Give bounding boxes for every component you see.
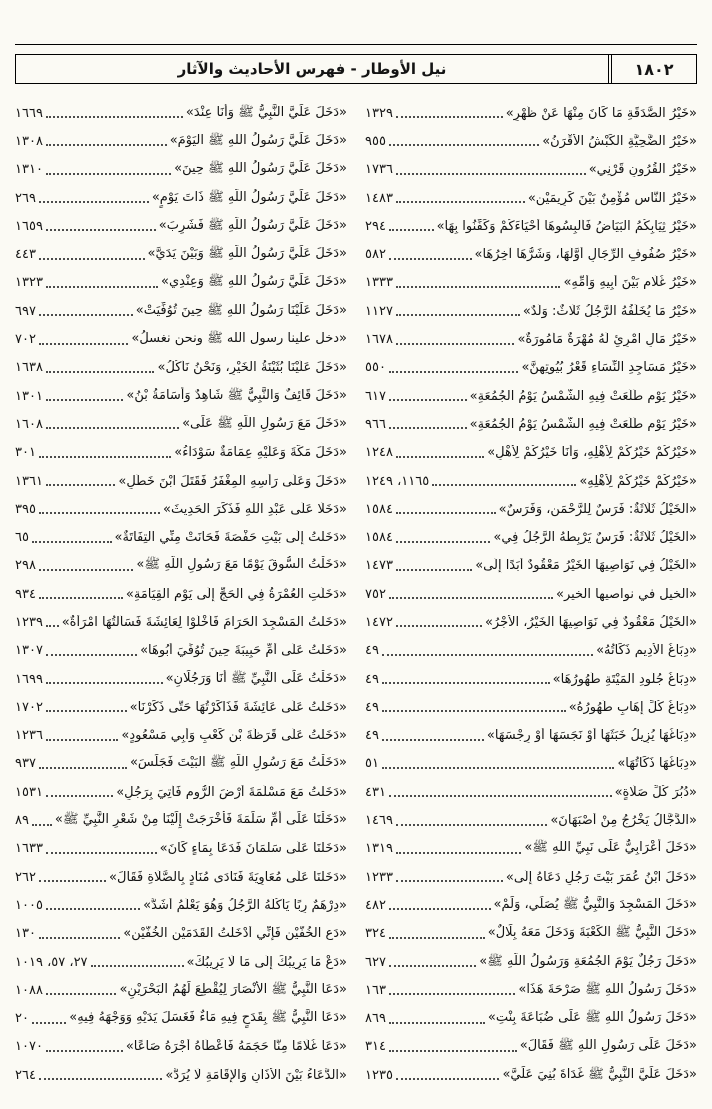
dot-leader xyxy=(39,1078,162,1080)
entry-page-number: ٧٠٢ xyxy=(15,332,36,348)
index-entry xyxy=(15,495,347,523)
entry-text: «دَخَلَ مَعَ رَسُولِ اللَّهِ ﷺ عَلَى» xyxy=(182,415,347,431)
index-entry xyxy=(15,297,347,325)
index-entry xyxy=(365,750,697,778)
entry-text: «دَخَلَ عَلَيَّ رَسُولُ اللَّهِ ﷺ فَشَرِبَ» xyxy=(158,217,347,233)
dot-leader xyxy=(32,1022,66,1024)
dot-leader xyxy=(46,116,183,118)
dot-leader xyxy=(39,937,120,939)
entry-page-number: ١٦٣٨ xyxy=(15,360,43,376)
entry-text: «دِبَاغُهَا يُزِيلُ خَبَثَهَا أَوْ نَجَسَهَا أَوْ رِجْسَهَا» xyxy=(486,728,697,744)
entry-text: «دَخَلَ عَلَيَّ النَّبِيُّ ﷺ وَأَنَا عِنْدَ» xyxy=(185,104,347,120)
index-entry xyxy=(365,467,697,495)
entry-page-number: ١٣١٠ xyxy=(15,162,43,178)
entry-text: «دَخَلْتُ عَلَى عَائِشَةَ فَذَاكَرْتُهَا حَتَّى ذَكَرْنَا» xyxy=(129,699,347,715)
entry-text: «خَيْرُ مَالِ امْرِئٍ لَهُ مُهْرَةٌ مَأْمُورَةٌ» xyxy=(517,332,697,348)
entry-page-number: ١٢٣٥ xyxy=(365,1067,393,1083)
index-entry xyxy=(365,778,697,806)
index-entry xyxy=(365,156,697,184)
entry-page-number: ١٦٩٩ xyxy=(15,671,43,687)
index-entry xyxy=(365,920,697,948)
entry-page-number: ١٣٢٣ xyxy=(15,275,43,291)
dot-leader xyxy=(396,852,521,854)
dot-leader xyxy=(396,314,520,316)
index-entry xyxy=(15,410,347,438)
dot-leader xyxy=(39,880,106,882)
entry-page-number: ١١٦٥، ١٢٤٩ xyxy=(365,473,430,489)
entry-page-number: ٥٥٠ xyxy=(365,360,386,376)
index-entry xyxy=(15,269,347,297)
index-entry xyxy=(365,354,697,382)
index-entry xyxy=(365,212,697,240)
index-entry xyxy=(365,240,697,268)
entry-page-number: ٢٠ xyxy=(15,1011,29,1027)
entry-text: «خَيْرُ غُلَامٍ بَيْنَ أَبِيهِ وَأُمِّهِ» xyxy=(563,275,697,291)
index-entry xyxy=(365,523,697,551)
index-entry xyxy=(15,212,347,240)
dot-leader xyxy=(46,144,167,146)
index-entry xyxy=(365,863,697,891)
dot-leader xyxy=(46,993,117,995)
dot-leader xyxy=(46,654,137,656)
dot-leader xyxy=(396,541,490,543)
entry-page-number: ١٧٣٦ xyxy=(365,162,393,178)
index-entry xyxy=(365,439,697,467)
index-entry xyxy=(15,1005,347,1033)
entry-text: «الخَيْلُ ثَلَاثَةٌ: فَرَسٌ لِلرَّحْمَنِ، وَفَرَسٌ» xyxy=(498,501,697,517)
entry-page-number: ١٤٧٣ xyxy=(365,558,393,574)
index-entry xyxy=(15,778,347,806)
entry-text: «الخَيْلُ فِي نَوَاصِيهَا الخَيْرُ مَعْقُودٌ أَبَدًا إِلَى» xyxy=(475,558,697,574)
entry-text: «الخيل في نواصيها الخير» xyxy=(555,586,697,602)
entry-text: «دَخَلَ عَلَيَّ رَسُولُ اللهِ ﷺ وَعِنْدِي» xyxy=(161,274,347,290)
entry-text: «دَخَلَ النَّبِيُّ ﷺ الكَعْبَةَ وَدَخَلَ مَعَهُ بِلَالٌ» xyxy=(487,925,697,941)
entry-text: «دَخَلَ مَكَّةَ وَعَلَيْهِ عِمَامَةٌ سَوْدَاءُ» xyxy=(174,445,347,461)
entry-page-number: ٢٩٤ xyxy=(365,218,386,234)
entry-text: «دَخَلَ ابْنُ عُمَرَ بَيْتَ رَجُلٍ دَعَاهُ إِلَى» xyxy=(505,869,697,885)
dot-leader xyxy=(39,512,160,514)
entry-page-number: ١٤٧٢ xyxy=(365,614,393,630)
dot-leader xyxy=(382,654,593,656)
entry-text: «خَيْرُ يَوْمٍ طَلَعَتْ فِيهِ الشَّمْسُ يَوْمُ الجُمُعَةِ» xyxy=(469,388,697,404)
index-entry xyxy=(15,665,347,693)
entry-text: «الخَيْلُ ثَلَاثَةٌ: فَرَسٌ يَرْبِطُهُ الرَّجُلُ فِي» xyxy=(493,530,697,546)
entry-page-number: ٩٥٥ xyxy=(365,133,386,149)
index-entry xyxy=(15,835,347,863)
index-entry xyxy=(365,410,697,438)
index-entry xyxy=(15,552,347,580)
dot-leader xyxy=(39,456,171,458)
entry-text: «دَخَلَتِ العُمْرَةُ فِي الحَجِّ إِلَى يَوْمِ القِيَامَةِ» xyxy=(125,586,347,602)
dot-leader xyxy=(396,880,503,882)
dot-leader xyxy=(389,1022,485,1024)
dot-leader xyxy=(396,512,496,514)
entry-text: «دَخَلَ وَعَلَى رَأْسِهِ المِغْفَرُ فَقَتَلَ ابْنَ خَطَلٍ» xyxy=(118,473,347,489)
dot-leader xyxy=(396,456,484,458)
index-entry xyxy=(365,693,697,721)
index-entry xyxy=(365,99,697,127)
entry-page-number: ٤٩ xyxy=(365,671,379,687)
index-entry xyxy=(15,523,347,551)
entry-text: «دِرْهَمٌ رِبًا يَأْكُلُهُ الرَّجُلُ وَهُوَ يَعْلَمُ أَشَدُّ» xyxy=(143,897,347,913)
index-entry xyxy=(15,1061,347,1089)
entry-text: «دَخَلَ عَلَيْنَا بُثَيْنَةُ الخَيْرِ، وَنَحْنُ نَأْكُلُ» xyxy=(157,360,347,376)
index-entry xyxy=(15,863,347,891)
entry-text: «دَخَلَ رَسُولُ اللهِ ﷺ عَلَى ضُبَاعَةَ بِنْتِ» xyxy=(487,1010,697,1026)
dot-leader xyxy=(396,343,515,345)
entry-text: «دَخَلَ عَلَيَّ النَّبِيُّ ﷺ غَدَاةَ بُنِيَ عَلَيَّ» xyxy=(502,1066,697,1082)
index-entry xyxy=(365,948,697,976)
dot-leader xyxy=(396,173,586,175)
dot-leader xyxy=(382,767,614,769)
entry-page-number: ٤٨٢ xyxy=(365,897,386,913)
dot-leader xyxy=(91,965,184,967)
entry-page-number: ٢٩٨ xyxy=(15,558,36,574)
dot-leader xyxy=(46,484,115,486)
index-entry xyxy=(15,1033,347,1061)
dot-leader xyxy=(46,1050,123,1052)
index-entry xyxy=(15,156,347,184)
entry-page-number: ٤٤٣ xyxy=(15,247,36,263)
entry-text: «خَيْرُ الضَّحِيَّةِ الكَبْشُ الأَقْرَنُ» xyxy=(542,133,697,149)
entry-page-number: ٥١ xyxy=(365,756,379,772)
entry-page-number: ٣٩٥ xyxy=(15,501,36,517)
index-columns xyxy=(15,99,697,1089)
entry-text: «دَخَلْتُ عَلَى قَرَظَةَ بْنِ كَعْبٍ وَأَبِي مَسْعُودٍ» xyxy=(121,728,347,744)
index-entry xyxy=(365,580,697,608)
entry-page-number: ١٠٠٥ xyxy=(15,897,43,913)
dot-leader xyxy=(39,201,149,203)
dot-leader xyxy=(389,937,485,939)
header-top-rule xyxy=(15,44,697,54)
entry-page-number: ٨٦٩ xyxy=(365,1011,386,1027)
entry-text: «خَيْرُ القُرُونِ قَرْنِي» xyxy=(588,162,697,178)
entry-text: «دَخَلْنَا عَلَى مُعَاوِيَةَ فَنَادَى مُنَادٍ بِالصَّلَاةِ فَقَالَ» xyxy=(109,869,347,885)
index-entry xyxy=(15,637,347,665)
entry-text: «خَيْرُ النَّاسِ مُؤْمِنٌ بَيْنَ كَرِيمَيْنِ» xyxy=(527,190,697,206)
index-entry xyxy=(365,637,697,665)
entry-text: «خَيْرُ مَسَاجِدِ النِّسَاءِ قَعْرُ بُيُوتِهِنَّ» xyxy=(521,360,697,376)
dot-leader xyxy=(382,682,550,684)
book-title: نيل الأوطار - فهرس الأحاديث والآثار xyxy=(177,60,447,78)
entry-text: «دَعَا النَّبِيُّ ﷺ الأَنْصَارَ لِيُقْطِعَ لَهُمُ البَحْرَيْنِ» xyxy=(119,981,347,997)
entry-text: «خَيْرُ مَا يُخَلِّفُهُ الرَّجُلُ ثَلَاثٌ: وَلَدٌ» xyxy=(522,303,697,319)
entry-page-number: ١٣٣٣ xyxy=(365,275,393,291)
dot-leader xyxy=(396,201,525,203)
entry-page-number: ١٦٦٩ xyxy=(15,105,43,121)
dot-leader xyxy=(46,173,171,175)
column-right xyxy=(365,99,697,1089)
entry-text: «دِبَاغُ كُلِّ إِهَابٍ طَهُورُهُ» xyxy=(568,699,697,715)
dot-leader xyxy=(389,371,519,373)
entry-page-number: ٣٠١ xyxy=(15,445,36,461)
dot-leader xyxy=(46,852,157,854)
dot-leader xyxy=(32,824,52,826)
entry-page-number: ١٥٣١ xyxy=(15,784,43,800)
dot-leader xyxy=(46,710,127,712)
dot-leader xyxy=(389,144,539,146)
index-entry xyxy=(15,976,347,1004)
entry-text: «دَخَلَ المَسْجِدَ وَالنَّبِيُّ ﷺ يُصَلِّي، وَلَمْ» xyxy=(493,896,697,912)
dot-leader xyxy=(32,541,112,543)
dot-leader xyxy=(389,1050,517,1052)
entry-page-number: ٢٦٤ xyxy=(15,1067,36,1083)
dot-leader xyxy=(46,795,113,797)
entry-page-number: ١٣٠١ xyxy=(15,388,43,404)
dot-leader xyxy=(39,569,133,571)
entry-text: «دَخَلَ رَسُولُ اللهِ ﷺ صَرْحَةَ هَذَا» xyxy=(518,981,697,997)
entry-text: «دَخَلْتُ عَلَى أُمِّ حَبِيبَةَ حِينَ تُوُفِّيَ أَبُوهَا» xyxy=(140,643,347,659)
entry-page-number: ٣١٤ xyxy=(365,1039,386,1055)
entry-page-number: ٥٨٢ xyxy=(365,247,386,263)
dot-leader xyxy=(39,767,127,769)
index-entry xyxy=(365,495,697,523)
dot-leader xyxy=(396,116,503,118)
entry-page-number: ٨٩ xyxy=(15,813,29,829)
dot-leader xyxy=(382,739,484,741)
entry-text: «دخل علينا رسول الله ﷺ ونحن نغسلُ» xyxy=(131,331,347,347)
entry-text: «خَيْرُكُمْ خَيْرُكُمْ لِأَهْلِهِ، وَأَنَا خَيْرُكُمْ لِأَهْلِ» xyxy=(487,445,697,461)
index-entry xyxy=(15,439,347,467)
entry-page-number: ١٤٨٣ xyxy=(365,190,393,206)
entry-text: «دَعَا النَّبِيُّ ﷺ بِقَدَحٍ فِيهِ مَاءٌ فَغَسَلَ يَدَيْهِ وَوَجْهَهُ فِيهِ» xyxy=(69,1010,347,1026)
entry-text: «دِبَاغُهَا ذَكَاتُهَا» xyxy=(617,756,697,772)
entry-page-number: ١١٢٧ xyxy=(365,303,393,319)
index-entry xyxy=(365,806,697,834)
entry-page-number: ١٣٢٩ xyxy=(365,105,393,121)
entry-page-number: ١٣١٩ xyxy=(365,841,393,857)
dot-leader xyxy=(39,314,133,316)
index-entry xyxy=(15,806,347,834)
page-number: ١٨٠٢ xyxy=(608,55,696,83)
entry-text: «دَخَلَ رَجُلٌ يَوْمَ الجُمُعَةِ وَرَسُولُ اللَّهِ ﷺ» xyxy=(479,953,697,969)
dot-leader xyxy=(396,286,561,288)
entry-page-number: ٧٥٢ xyxy=(365,586,386,602)
dot-leader xyxy=(46,908,140,910)
index-entry xyxy=(365,1033,697,1061)
index-entry xyxy=(15,99,347,127)
entry-text: «دِبَاغُ جُلُودِ المَيْتَةِ طَهُورُهَا» xyxy=(552,671,697,687)
entry-page-number: ١٦٥٩ xyxy=(15,218,43,234)
dot-leader xyxy=(46,399,123,401)
dot-leader xyxy=(389,993,515,995)
dot-leader xyxy=(389,229,434,231)
dot-leader xyxy=(389,908,491,910)
entry-page-number: ١٢٣٩ xyxy=(15,614,43,630)
entry-text: «دَخَلْتُ عَلَى النَّبِيِّ ﷺ أَنَا وَرَجُلَانِ» xyxy=(165,670,347,686)
entry-text: «دَخَلَ عَلَيْنَا رَسُولُ اللهِ ﷺ حِينَ تُوُفِّيَتْ» xyxy=(135,302,347,318)
entry-page-number: ٦١٧ xyxy=(365,388,386,404)
index-entry xyxy=(365,269,697,297)
entry-page-number: ٤٩ xyxy=(365,699,379,715)
entry-page-number: ٩٣٧ xyxy=(15,756,36,772)
dot-leader xyxy=(46,682,163,684)
entry-text: «دِبَاغُ الأَدِيمِ ذَكَاتُهُ» xyxy=(596,643,697,659)
entry-text: «الدَّجَّالُ يَخْرُجُ مِنْ أَصْبَهَانَ» xyxy=(550,813,697,829)
index-entry xyxy=(365,891,697,919)
index-entry xyxy=(15,325,347,353)
index-entry xyxy=(15,750,347,778)
entry-page-number: ١٦٣ xyxy=(365,982,386,998)
dot-leader xyxy=(389,597,553,599)
entry-text: «دَخَلَ عَلَيَّ رَسُولُ اللَّهِ ﷺ ذَاتَ يَوْمٍ» xyxy=(151,189,347,205)
entry-page-number: ٩٣٤ xyxy=(15,586,36,602)
entry-text: «دَخَلَ عَلَيَّ رَسُولُ اللهِ ﷺ حِينَ» xyxy=(174,161,347,177)
index-entry xyxy=(15,354,347,382)
entry-text: «دَخَلْتُ مَعَ رَسُولِ اللَّهِ ﷺ البَيْتَ فَجَلَسَ» xyxy=(129,755,347,771)
index-entry xyxy=(365,382,697,410)
page-header xyxy=(15,54,697,84)
entry-page-number: ٤٩ xyxy=(365,728,379,744)
entry-page-number: ١٢٤٨ xyxy=(365,445,393,461)
index-entry xyxy=(15,127,347,155)
dot-leader xyxy=(389,965,476,967)
entry-page-number: ١٠٧٠ xyxy=(15,1039,43,1055)
entry-text: «دَخَلَ عَلَيَّ رَسُولُ اللهِ ﷺ اليَوْمَ» xyxy=(169,132,347,148)
index-entry xyxy=(15,948,347,976)
index-entry xyxy=(365,722,697,750)
dot-leader xyxy=(46,286,158,288)
entry-page-number: ٦٥ xyxy=(15,530,29,546)
index-entry xyxy=(365,297,697,325)
entry-page-number: ١٥٨٤ xyxy=(365,530,393,546)
entry-page-number: ١٣٠ xyxy=(15,926,36,942)
dot-leader xyxy=(396,824,547,826)
index-entry xyxy=(365,665,697,693)
index-entry xyxy=(365,976,697,1004)
entry-text: «دَعِ الخُفَّيْنِ فَإِنِّي أَدْخَلْتُ القَدَمَيْنِ الخُفَّيْنِ» xyxy=(123,926,347,942)
dot-leader xyxy=(46,371,155,373)
dot-leader xyxy=(46,739,118,741)
dot-leader xyxy=(39,597,123,599)
entry-page-number: ١٤٦٩ xyxy=(365,813,393,829)
index-entry xyxy=(15,608,347,636)
entry-page-number: ١٦٠٨ xyxy=(15,416,43,432)
entry-text: «دَخَلْتُ السُّوقَ يَوْمًا مَعَ رَسُولِ اللَّهِ ﷺ» xyxy=(136,557,347,573)
dot-leader xyxy=(46,625,59,627)
entry-page-number: ١٠٨٨ xyxy=(15,982,43,998)
entry-text: «الخَيْلُ مَعْقُودٌ فِي نَوَاصِيهَا الخَيْرُ، الأَجْرُ» xyxy=(484,614,697,630)
dot-leader xyxy=(396,625,482,627)
dot-leader xyxy=(389,399,467,401)
dot-leader xyxy=(46,229,156,231)
dot-leader xyxy=(39,343,128,345)
entry-page-number: ١٣٠٧ xyxy=(15,643,43,659)
entry-text: «خَيْرُكُمْ خَيْرُكُمْ لِأَهْلِهِ» xyxy=(579,473,697,489)
index-entry xyxy=(365,552,697,580)
entry-page-number: ١٣٠٨ xyxy=(15,133,43,149)
column-left xyxy=(15,99,347,1089)
entry-page-number: ١٧٠٢ xyxy=(15,699,43,715)
entry-page-number: ٢٦٩ xyxy=(15,190,36,206)
entry-text: «دَعَا غُلَامًا مِنَّا حَجَمَهُ فَأَعْطَاهُ أَجْرَهُ صَاعًا» xyxy=(125,1039,347,1055)
entry-text: «دَخَلْتُ مَعَ مَسْلَمَةَ أَرْضَ الرُّومِ فَأُتِيَ بِرَجُلٍ» xyxy=(116,784,347,800)
entry-text: «دَخَلَ عَلَيَّ رَسُولُ اللَّهِ ﷺ وَبَيْنَ يَدَيَّ» xyxy=(147,246,347,262)
entry-page-number: ١٢٣٦ xyxy=(15,728,43,744)
index-entry xyxy=(15,920,347,948)
entry-page-number: ١٥٨٤ xyxy=(365,501,393,517)
index-entry xyxy=(365,1005,697,1033)
index-entry xyxy=(365,1061,697,1089)
entry-page-number: ٢٦٢ xyxy=(15,869,36,885)
entry-text: «الدُّعَاءُ بَيْنَ الأَذَانِ وَالإِقَامَةِ لَا يُرَدُّ» xyxy=(165,1067,347,1083)
dot-leader xyxy=(389,795,612,797)
entry-page-number: ١٦٧٨ xyxy=(365,332,393,348)
entry-page-number: ٣٢٤ xyxy=(365,926,386,942)
index-entry xyxy=(15,382,347,410)
entry-text: «خَيْرُ صُفُوفِ الرِّجَالِ أَوَّلُهَا، وَشَرُّهَا آخِرُهَا» xyxy=(474,247,697,263)
entry-text: «دُبُرَ كُلِّ صَلَاةٍ» xyxy=(614,784,697,800)
entry-page-number: ٢٧، ٥٧، ١٠١٩ xyxy=(15,954,88,970)
entry-text: «دَخَلْتُ المَسْجِدَ الحَرَامَ فَأَخْلَوْا لِعَائِشَةَ فَسَأَلْتُهَا امْرَأَةٌ» xyxy=(61,614,347,630)
dot-leader xyxy=(389,427,467,429)
entry-page-number: ٦٢٧ xyxy=(365,954,386,970)
index-entry xyxy=(15,693,347,721)
entry-text: «خَيْرُ ثِيَابِكُمُ البَيَاضُ فَأَلْبِسُوهَا أَحْيَاءَكُمْ وَكَفِّنُوا بِهَا» xyxy=(436,218,697,234)
entry-page-number: ١٣٦١ xyxy=(15,473,43,489)
index-entry xyxy=(365,184,697,212)
index-entry xyxy=(365,608,697,636)
entry-text: «دَخَلْنَا عَلَى أُمِّ سَلَمَةَ فَأَخْرَجَتْ إِلَيْنَا مِنْ شَعْرِ النَّبِيِّ ﷺ» xyxy=(54,812,347,828)
dot-leader xyxy=(396,1078,500,1080)
entry-text: «دَخَلَ أَعْرَابِيٌّ عَلَى نَبِيِّ اللهِ ﷺ» xyxy=(524,840,697,856)
index-entry xyxy=(365,835,697,863)
entry-text: «خَيْرُ الصَّدَقَةِ مَا كَانَ مِنْهَا عَنْ ظَهْرٍ» xyxy=(505,105,697,121)
index-entry xyxy=(15,184,347,212)
entry-text: «دَخَلَا عَلَى عَبْدِ اللَّهِ فَذَكَرَ الحَدِيثَ» xyxy=(163,501,347,517)
index-entry xyxy=(15,891,347,919)
entry-page-number: ٩٦٦ xyxy=(365,416,386,432)
entry-page-number: ٤٣١ xyxy=(365,784,386,800)
entry-page-number: ١٦٣٣ xyxy=(15,841,43,857)
dot-leader xyxy=(396,569,472,571)
dot-leader xyxy=(389,258,472,260)
entry-text: «دَعْ مَا يَرِيبُكَ إِلَى مَا لَا يَرِيبُكَ» xyxy=(186,954,347,970)
dot-leader xyxy=(39,258,145,260)
dot-leader xyxy=(382,710,566,712)
index-entry xyxy=(15,467,347,495)
entry-page-number: ٤٩ xyxy=(365,643,379,659)
index-entry xyxy=(15,580,347,608)
entry-page-number: ١٢٣٣ xyxy=(365,869,393,885)
entry-text: «دَخَلْنَا عَلَى سَلْمَانَ فَدَعَا بِمَاءٍ كَانَ» xyxy=(159,841,347,857)
entry-text: «خَيْرُ يَوْمٍ طَلَعَتْ فِيهِ الشَّمْسُ يَوْمُ الجُمُعَةِ» xyxy=(469,416,697,432)
dot-leader xyxy=(46,427,179,429)
entry-page-number: ٦٩٧ xyxy=(15,303,36,319)
entry-text: «دَخَلَ قَائِفٌ وَالنَّبِيُّ ﷺ شَاهِدٌ وَأُسَامَةُ بْنُ» xyxy=(126,387,347,403)
index-entry xyxy=(365,127,697,155)
index-entry xyxy=(15,722,347,750)
index-entry xyxy=(15,240,347,268)
entry-text: «دَخَلْتُ إِلَى بَيْتِ حَفْصَةَ فَحَانَتْ مِنِّي التِفَاتَةٌ» xyxy=(114,530,347,546)
entry-text: «دَخَلَ عَلَى رَسُولِ اللهِ ﷺ فَقَالَ» xyxy=(519,1038,697,1054)
dot-leader xyxy=(432,484,576,486)
index-entry xyxy=(365,325,697,353)
